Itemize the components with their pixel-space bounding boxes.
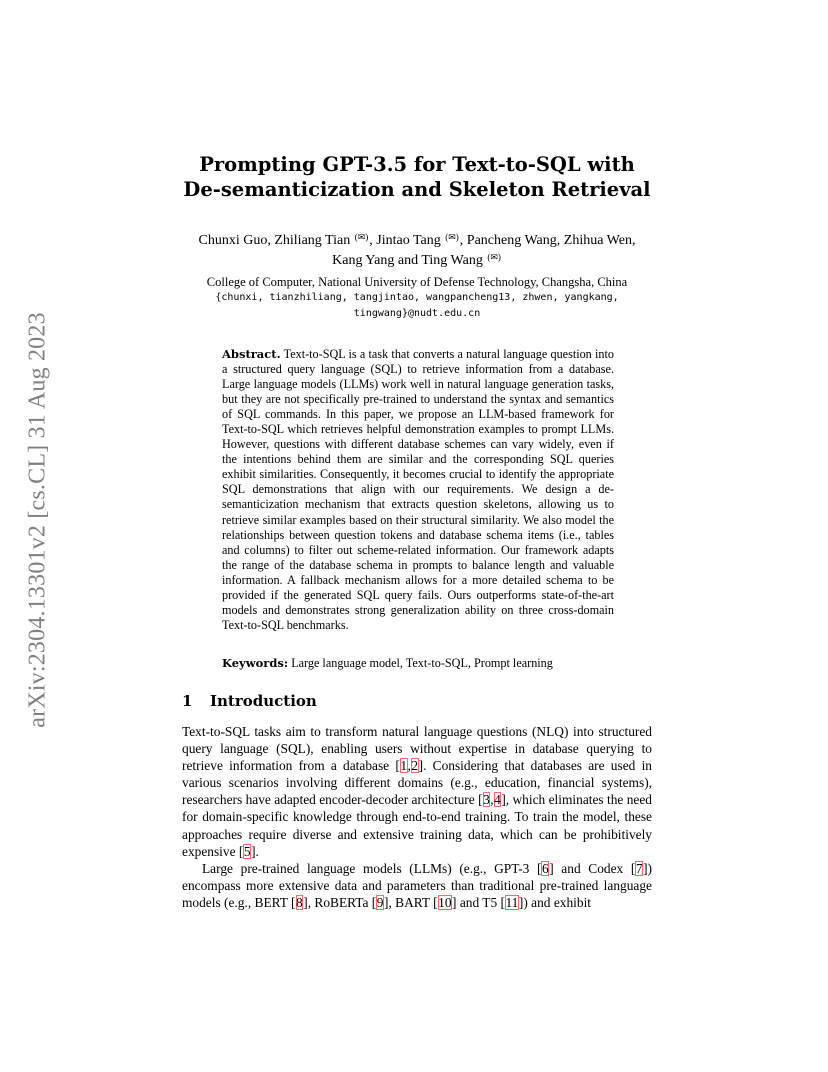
paragraph: Large pre-trained language models (LLMs) (e.g., GPT-3 [6] and Codex [7]) encompass more extensive data and parameters than traditional pre-trained language models (e.g., BERT [8], RoBERTa [9], BART [10] and T5 [11]) and exhibit	[182, 860, 652, 910]
text-run: , RoBERTa	[307, 894, 372, 910]
email-list-line-1: {chunxi, tianzhiliang, tangjintao, wangpancheng13, zhwen, yangkang,	[215, 292, 619, 303]
citation-link[interactable]: 8	[296, 894, 303, 910]
text-run: , which eliminates the need for domain-specific knowledge through end-to-end training. To train the model, these approaches require diverse and extensive training data, which can be prohibitively expensive	[182, 792, 652, 859]
author-names-4: Kang Yang and Ting Wang	[332, 253, 483, 268]
text-run: Text-to-SQL tasks aim to transform natural language questions (NLQ) into structured query language (SQL), enabling users without expertise in database querying to retrieve information from a database	[182, 724, 652, 774]
keywords-label: Keywords:	[222, 656, 289, 670]
text-run: . Considering that databases are used in various scenarios involving different domains (e.g., education, financial systems), researchers have adapted encoder-decoder architecture	[182, 758, 652, 808]
citation-link[interactable]: 11	[505, 894, 519, 910]
citation-link[interactable]: 10	[438, 894, 452, 910]
title-line-2: De-semanticization and Skeleton Retrieval	[183, 178, 651, 201]
text-run: and Codex	[553, 860, 631, 876]
section-heading	[182, 692, 317, 710]
citation-link[interactable]: 2	[411, 758, 419, 774]
envelope-icon: (✉)	[445, 232, 459, 242]
abstract-text: Text-to-SQL is a task that converts a natural language question into a structured query language (SQL) to retrieve information from a database. Large language models (LLMs) work well in natural language generation tasks, but they are not specifically pre-trained to understand the syntax and semantics of SQL commands. In this paper, we propose an LLM-based framework for Text-to-SQL which retrieves helpful demonstration examples to prompt LLMs. However, questions with different database schemes can vary widely, even if the intentions behind them are similar and the corresponding SQL queries exhibit similarities. Consequently, it becomes crucial to identify the appropriate SQL demonstrations that align with our requirements. We design a desemanticization mechanism that extracts question skeletons, allowing us to retrieve similar examples based on their structural similarity. We also model the relationships between question tokens and database schema items (i.e., tables and columns) to filter out scheme-related information. Our framework adapts the range of the database schema in prompts to balance length and valuable information. A fallback mechanism allows for a more detailed schema to be provided if the generated SQL query fails. Ours outperforms state-of-the-art models and demonstrates strong generalization ability on three cross-domain Text-to-SQL benchmarks.	[222, 347, 614, 632]
abstract	[222, 347, 614, 633]
section-title-text: Introduction	[210, 692, 317, 710]
arxiv-identifier-stamp: arXiv:2304.13301v2 [cs.CL] 31 Aug 2023	[24, 312, 51, 728]
title-line-1: Prompting GPT-3.5 for Text-to-SQL with	[199, 153, 635, 176]
envelope-icon: (✉)	[487, 252, 501, 262]
citation-link[interactable]: 9	[376, 894, 384, 910]
keywords-text: Large language model, Text-to-SQL, Prompt learning	[291, 656, 553, 670]
abstract-label: Abstract.	[222, 347, 281, 361]
citation-separator: ,	[490, 792, 494, 808]
author-names-3: , Pancheng Wang, Zhihua Wen,	[459, 233, 636, 248]
citation-link[interactable]: 7	[635, 860, 643, 876]
institution: College of Computer, National University of Defense Technology, Changsha, China	[206, 275, 628, 289]
paper-title	[182, 152, 652, 202]
text-run: , BART	[388, 894, 434, 910]
citation-link[interactable]: 1	[400, 758, 408, 774]
email-list-line-2: tingwang}@nudt.edu.cn	[353, 308, 481, 319]
citation-link[interactable]: 3	[483, 792, 490, 808]
text-run: ) encompass more extensive data and parameters than traditional pre-trained language models (e.g., BERT	[182, 860, 652, 910]
text-run: and T5	[456, 894, 501, 910]
introduction-body	[182, 723, 652, 911]
text-run: .	[255, 843, 259, 859]
text-run: Large pre-trained language models (LLMs) (e.g., GPT-3	[202, 860, 538, 876]
paragraph: Text-to-SQL tasks aim to transform natural language questions (NLQ) into structured query language (SQL), enabling users without expertise in database querying to retrieve information from a database [1,2]. Considering that databases are used in various scenarios involving different domains (e.g., education, financial systems), researchers have adapted encoder-decoder architecture [3,4], which eliminates the need for domain-specific knowledge through end-to-end training. To train the model, these approaches require diverse and extensive training data, which can be prohibitively expensive [5].	[182, 724, 652, 859]
keywords	[222, 656, 614, 671]
author-names-2: , Jintao Tang	[369, 233, 441, 248]
citation-link[interactable]: 6	[541, 860, 549, 876]
section-number: 1	[182, 692, 193, 710]
citation-link[interactable]: 4	[494, 792, 501, 808]
author-list	[182, 229, 652, 269]
text-run: ) and exhibit	[523, 894, 592, 910]
citation-separator: ,	[407, 758, 411, 774]
citation-link[interactable]: 5	[243, 843, 251, 859]
author-names-1: Chunxi Guo, Zhiliang Tian	[198, 233, 351, 248]
envelope-icon: (✉)	[354, 232, 369, 242]
affiliation	[182, 274, 652, 322]
